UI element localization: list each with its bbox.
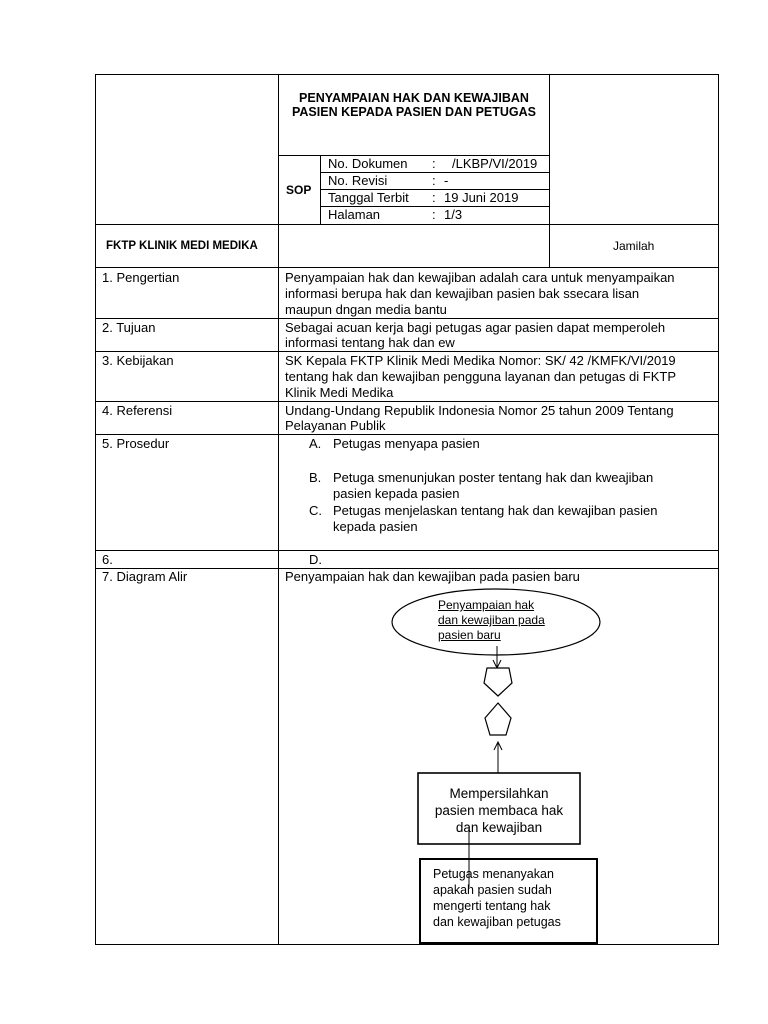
tujuan-line: Sebagai acuan kerja bagi petugas agar pasien dapat memperoleh <box>285 320 666 335</box>
step-line: Petugas menyapa pasien <box>333 436 480 451</box>
meta-label-no-revisi: No. Revisi <box>328 173 388 188</box>
pengertian-line: maupun dngan media bantu <box>285 302 447 317</box>
kebijakan-line: SK Kepala FKTP Klinik Medi Medika Nomor: SK/ 42 /KMFK/VI/2019 <box>285 353 676 368</box>
meta-label-no-dokumen: No. Dokumen <box>328 156 408 171</box>
box-read-text: Mempersilahkan <box>449 786 549 801</box>
meta-sep: : <box>432 190 436 205</box>
start-text: dan kewajiban pada <box>438 613 545 627</box>
clinic-name: FKTP KLINIK MEDI MEDIKA <box>106 240 258 252</box>
meta-value-no-dokumen: /LKBP/VI/2019 <box>452 156 538 171</box>
step-line: pasien kepada pasien <box>333 486 460 501</box>
box-ask-text: mengerti tentang hak <box>433 899 551 913</box>
start-text: pasien baru <box>438 628 501 642</box>
document-title: PENYAMPAIAN HAK DAN KEWAJIBAN PASIEN KEPADA PASIEN DAN PETUGAS <box>291 91 536 119</box>
step-line: kepada pasien <box>333 519 418 534</box>
diagram-heading: Penyampaian hak dan kewajiban pada pasien baru <box>285 569 580 584</box>
step-letter: A. <box>309 436 322 451</box>
section-label-kebijakan: 3. Kebijakan <box>102 353 174 368</box>
signer-name: Jamilah <box>613 239 655 253</box>
connector-pentagon-bottom <box>485 703 511 735</box>
step-letter: B. <box>309 470 322 485</box>
section-label-pengertian: 1. Pengertian <box>102 270 180 285</box>
pengertian-line: Penyampaian hak dan kewajiban adalah cara untuk menyampaikan <box>285 270 675 285</box>
meta-sep: : <box>432 156 436 171</box>
section-label-referensi: 4. Referensi <box>102 403 173 418</box>
section-label-diagram: 7. Diagram Alir <box>102 569 188 584</box>
meta-value-tanggal-terbit: 19 Juni 2019 <box>444 190 519 205</box>
referensi-line: Undang-Undang Republik Indonesia Nomor 25 tahun 2009 Tentang <box>285 403 674 418</box>
sop-label: SOP <box>286 183 312 197</box>
step-letter-d: D. <box>309 552 322 567</box>
tujuan-line: informasi tentang hak dan ew <box>285 335 455 350</box>
box-ask-text: Petugas menanyakan <box>433 867 554 881</box>
section-label-tujuan: 2. Tujuan <box>102 320 156 335</box>
step-line: Petugas menjelaskan tentang hak dan kewajiban pasien <box>333 503 658 518</box>
meta-value-no-revisi: - <box>444 173 449 188</box>
meta-label-tanggal-terbit: Tanggal Terbit <box>328 190 409 205</box>
section-label-prosedur: 5. Prosedur <box>102 436 170 451</box>
start-text: Penyampaian hak <box>438 598 535 612</box>
kebijakan-line: tentang hak dan kewajiban pengguna layanan dan petugas di FKTP <box>285 369 677 384</box>
box-read-text: pasien membaca hak <box>434 803 564 818</box>
meta-sep: : <box>432 173 436 188</box>
step-line: Petuga smenunjukan poster tentang hak dan kweajiban <box>333 470 654 485</box>
step-letter: C. <box>309 503 322 518</box>
section-label-six: 6. <box>102 552 113 567</box>
box-read-text: dan kewajiban <box>455 820 543 835</box>
meta-label-halaman: Halaman <box>328 207 381 222</box>
meta-sep: : <box>432 207 436 222</box>
box-ask-text: dan kewajiban petugas <box>433 915 561 929</box>
referensi-line: Pelayanan Publik <box>285 418 386 433</box>
connector-pentagon-top <box>484 668 512 696</box>
pengertian-line: informasi berupa hak dan kewajiban pasien bak ssecara lisan <box>285 286 640 301</box>
meta-value-halaman: 1/3 <box>444 207 463 222</box>
box-ask-text: apakah pasien sudah <box>433 883 552 897</box>
kebijakan-line: Klinik Medi Medika <box>285 385 394 400</box>
